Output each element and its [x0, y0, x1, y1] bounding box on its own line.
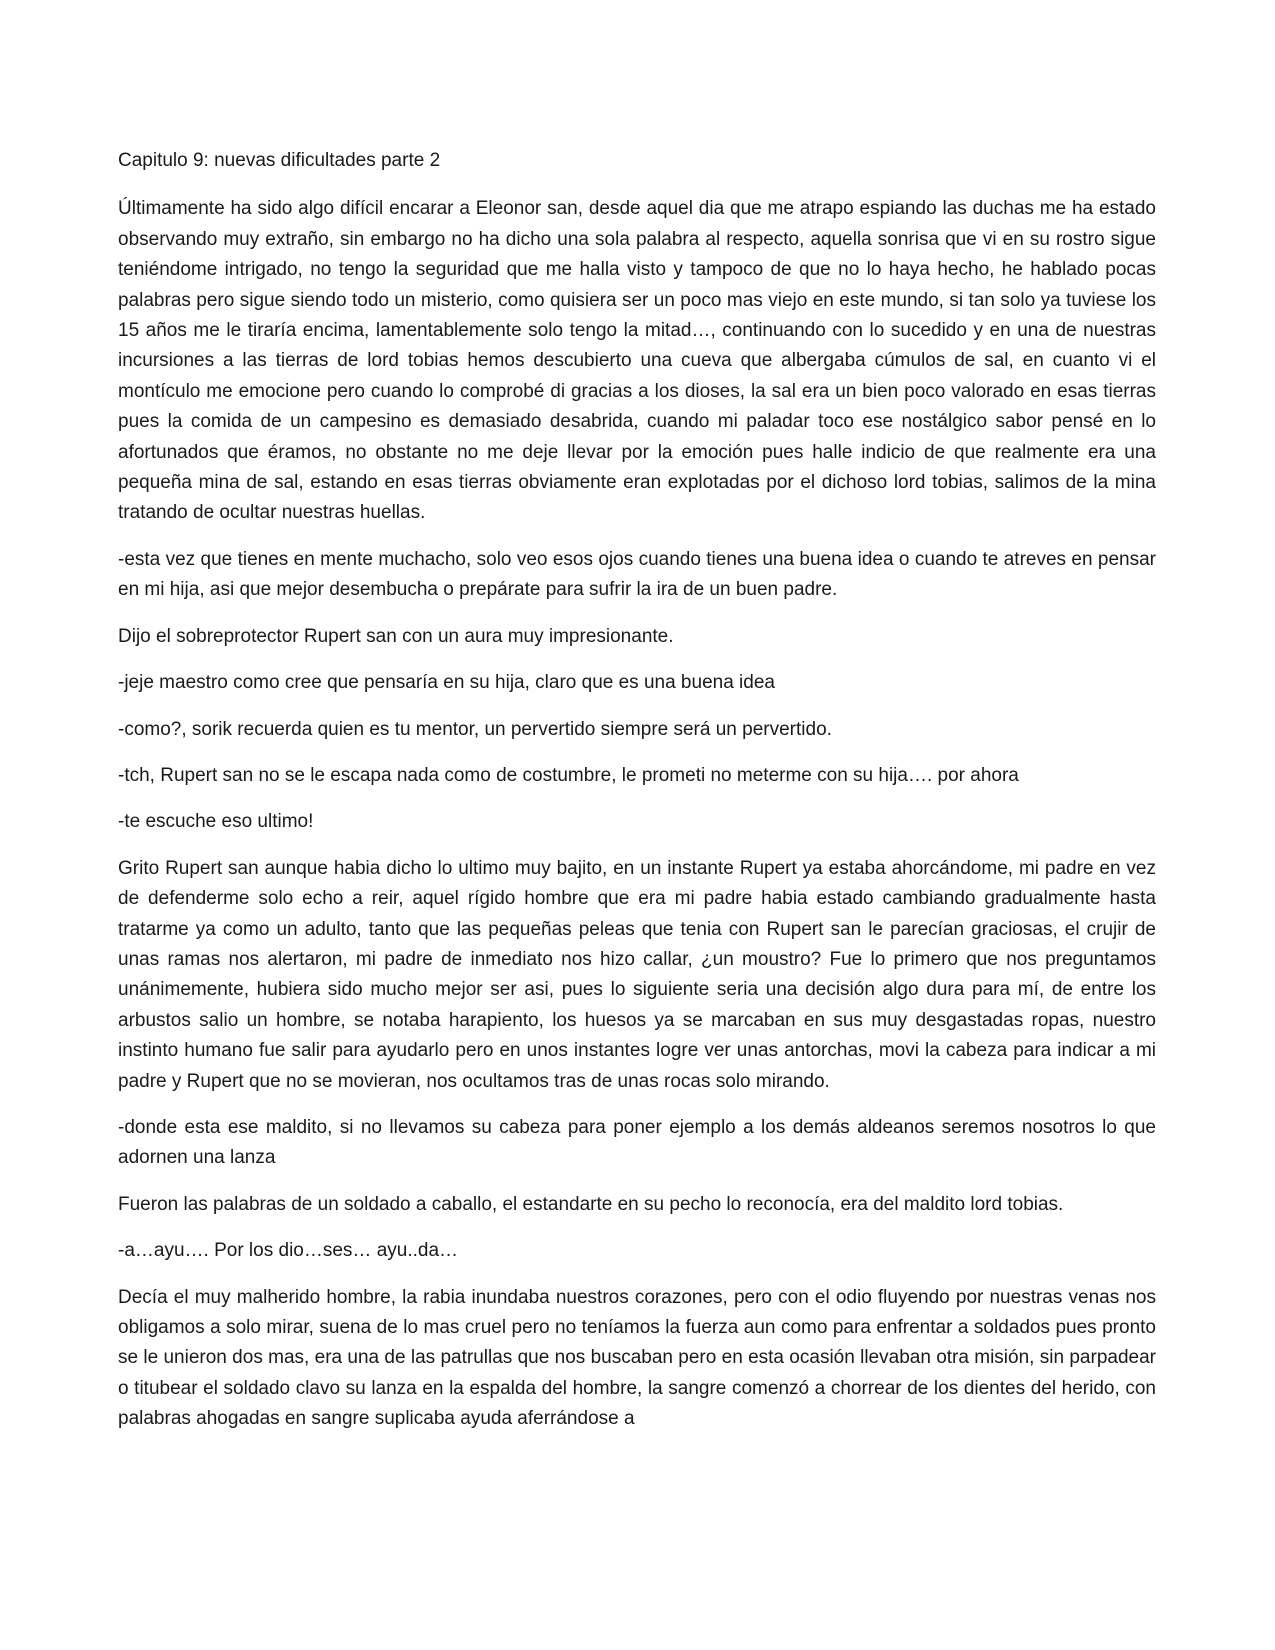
document-page [118, 146, 1156, 1451]
paragraph-dialogue-help: -a…ayu…. Por los dio…ses… ayu..da… [118, 1240, 459, 1262]
paragraph-dialogue-heard: -te escuche eso ultimo! [118, 811, 314, 833]
paragraph-dialogue-soldier: -donde esta ese maldito, si no llevamos su cabeza para poner ejemplo a los demás aldeanos seremos nosotros lo que adornen una lanza [118, 1116, 1156, 1169]
chapter-title: Capitulo 9: nuevas dificultades parte 2 [118, 150, 441, 171]
paragraph-said-rupert: Dijo el sobreprotector Rupert san con un aura muy impresionante. [118, 625, 674, 647]
paragraph-narration-wounded-man: Decía el muy malherido hombre, la rabia inundaba nuestros corazones, pero con el odio fluyendo por nuestras venas nos obligamos a solo mirar, suena de lo mas cruel pero no teníamos la fuerza aun como para enfrentar a soldados pues pronto se le unieron dos mas, era una de las patrullas que nos buscaban pero en esta ocasión llevaban otra misión, sin parpadear o titubear el soldado clavo su lanza en la espalda del hombre, la sangre comenzó a chorrear de los dientes del herido, con palabras ahogadas en sangre suplicaba ayuda aferrándose a [118, 1286, 1156, 1430]
paragraph-dialogue-mentor: -como?, sorik recuerda quien es tu mentor, un pervertido siempre será un pervertido. [118, 718, 832, 740]
paragraph-narration-soldier: Fueron las palabras de un soldado a caballo, el estandarte en su pecho lo reconocía, era del maldito lord tobias. [118, 1193, 1064, 1215]
paragraph-narration-ambush: Grito Rupert san aunque habia dicho lo ultimo muy bajito, en un instante Rupert ya estaba ahorcándome, mi padre en vez de defenderme solo echo a reir, aquel rígido hombre que era mi padre habia estado cambiando gradualmente hasta tratarme ya como un adulto, tanto que las pequeñas peleas que tenia con Rupert san le parecían graciosas, el crujir de unas ramas nos alertaron, mi padre de inmediato nos hizo callar, ¿un moustro? Fue lo primero que nos preguntamos unánimemente, hubiera sido mucho mejor ser asi, pues lo siguiente seria una decisión algo dura para mí, de entre los arbustos salio un hombre, se notaba harapiento, los huesos ya se marcaban en sus muy desgastadas ropas, nuestro instinto humano fue salir para ayudarlo pero en unos instantes logre ver unas antorchas, movi la cabeza para indicar a mi padre y Rupert que no se movieran, nos ocultamos tras de unas rocas solo mirando. [118, 857, 1156, 1092]
paragraph-dialogue-jeje: -jeje maestro como cree que pensaría en su hija, claro que es una buena idea [118, 672, 775, 694]
paragraph-dialogue-rupert-warning: -esta vez que tienes en mente muchacho, solo veo esos ojos cuando tienes una buena idea o cuando te atreves en pensar en mi hija, asi que mejor desembucha o prepárate para sufrir la ira de un buen padre. [118, 548, 1156, 601]
paragraph-narration-salt-mine: Últimamente ha sido algo difícil encarar a Eleonor san, desde aquel dia que me atrapo espiando las duchas me ha estado observando muy extraño, sin embargo no ha dicho una sola palabra al respecto, aquella sonrisa que vi en su rostro sigue teniéndome intrigado, no tengo la seguridad que me halla visto y tampoco de que no lo haya hecho, he hablado pocas palabras pero sigue siendo todo un misterio, como quisiera ser un poco mas viejo en este mundo, si tan solo ya tuviese los 15 años me le tiraría encima, lamentablemente solo tengo la mitad…, continuando con lo sucedido y en una de nuestras incursiones a las tierras de lord tobias hemos descubierto una cueva que albergaba cúmulos de sal, en cuanto vi el montículo me emocione pero cuando lo comprobé di gracias a los dioses, la sal era un bien poco valorado en esas tierras pues la comida de un campesino es demasiado desabrida, cuando mi paladar toco ese nostálgico sabor pensé en lo afortunados que éramos, no obstante no me deje llevar por la emoción pues halle indicio de que realmente era una pequeña mina de sal, estando en esas tierras obviamente eran explotadas por el dichoso lord tobias, salimos de la mina tratando de ocultar nuestras huellas. [118, 198, 1156, 524]
paragraph-dialogue-promise: -tch, Rupert san no se le escapa nada como de costumbre, le prometi no meterme con su hija…. por ahora [118, 764, 1019, 786]
